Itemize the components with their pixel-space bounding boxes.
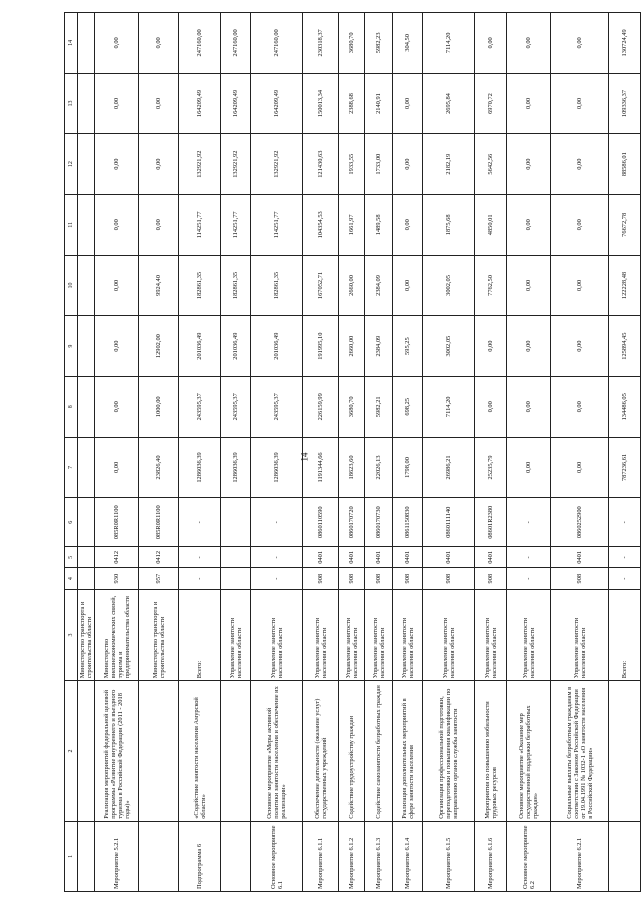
rzpr-cell: 0401 xyxy=(365,547,393,568)
year-cell xyxy=(78,13,95,74)
total-cell: 1286036,39 xyxy=(179,437,221,498)
table-row xyxy=(95,13,139,892)
year-cell: 132921,92 xyxy=(179,134,221,195)
year-cell: 0,00 xyxy=(507,316,551,377)
executor-cell: Управление занятости населения области xyxy=(423,589,475,681)
year-cell: 132921,92 xyxy=(251,134,303,195)
year-cell: 5642,56 xyxy=(475,134,507,195)
rzpr-cell: 0401 xyxy=(423,547,475,568)
code-cell: Мероприятие 6.1.3 xyxy=(365,821,393,891)
grbs-cell xyxy=(78,568,95,589)
executor-cell: Министерство транспорта и строительства области xyxy=(78,589,95,681)
grbs-cell: - xyxy=(507,568,551,589)
grbs-cell: - xyxy=(251,568,303,589)
name-cell xyxy=(78,681,95,821)
year-cell: 182861,35 xyxy=(221,255,251,316)
column-header: 6 xyxy=(65,498,78,547)
year-cell: 201036,49 xyxy=(251,316,303,377)
column-header: 2 xyxy=(65,681,78,821)
table-row xyxy=(365,13,393,892)
total-cell: 1286036,39 xyxy=(251,437,303,498)
name-cell xyxy=(139,681,179,821)
year-cell: 0,00 xyxy=(95,13,139,74)
csr-cell xyxy=(221,498,251,547)
csr-cell: 085R0R1100 xyxy=(95,498,139,547)
year-cell: 0,00 xyxy=(507,376,551,437)
year-cell: 0,00 xyxy=(551,13,609,74)
rzpr-cell: 0401 xyxy=(393,547,423,568)
executor-cell: Управление занятости населения области xyxy=(339,589,365,681)
year-cell: 0,00 xyxy=(507,255,551,316)
name-cell: Основное мероприятие «Меры активной политики занятости населения и обеспечение их реализации» xyxy=(251,681,303,821)
column-header: 9 xyxy=(65,316,78,377)
year-cell: 0,00 xyxy=(507,134,551,195)
column-header: 10 xyxy=(65,255,78,316)
name-cell: Реализация дополнительных мероприятий в сфере занятости населения xyxy=(393,681,423,821)
rzpr-cell: - xyxy=(179,547,221,568)
executor-cell: Министерство внешнеэкономических связей, туризма и предпринимательства области xyxy=(95,589,139,681)
year-cell: 6970,72 xyxy=(475,73,507,134)
grbs-cell: 957 xyxy=(139,568,179,589)
year-cell: 1489,58 xyxy=(365,195,393,256)
total-cell: 1286036,39 xyxy=(221,437,251,498)
code-cell xyxy=(139,821,179,891)
year-cell xyxy=(78,255,95,316)
year-cell xyxy=(78,195,95,256)
year-cell: 230318,37 xyxy=(303,13,339,74)
year-cell: 1875,68 xyxy=(423,195,475,256)
year-cell: 2140,91 xyxy=(365,73,393,134)
year-cell: 0,00 xyxy=(95,255,139,316)
csr-cell: 0860111140 xyxy=(423,498,475,547)
executor-cell: Министерство транспорта и строительства области xyxy=(139,589,179,681)
year-cell xyxy=(78,73,95,134)
year-cell xyxy=(78,316,95,377)
table-row xyxy=(339,13,365,892)
year-cell: 164209,49 xyxy=(221,73,251,134)
year-cell: 0,00 xyxy=(551,316,609,377)
year-cell: 114251,77 xyxy=(221,195,251,256)
rzpr-cell: 0401 xyxy=(551,547,609,568)
year-cell: 595,25 xyxy=(393,316,423,377)
header-row xyxy=(65,13,78,892)
table-row xyxy=(507,13,551,892)
total-cell: 0,00 xyxy=(551,437,609,498)
year-cell: 9924,40 xyxy=(139,255,179,316)
executor-cell: Управление занятости населения области xyxy=(507,589,551,681)
grbs-cell: 908 xyxy=(423,568,475,589)
code-cell: Мероприятие 6.2.1 xyxy=(551,821,609,891)
total-cell: 23826,40 xyxy=(139,437,179,498)
column-header: 14 xyxy=(65,13,78,74)
year-cell: 247160,00 xyxy=(251,13,303,74)
year-cell: 0,00 xyxy=(507,73,551,134)
year-cell: 3680,70 xyxy=(339,376,365,437)
executor-cell: Управление занятости населения области xyxy=(221,589,251,681)
year-cell: 2384,09 xyxy=(365,255,393,316)
code-cell: Мероприятие 6.1.2 xyxy=(339,821,365,891)
year-cell: 191995,10 xyxy=(303,316,339,377)
name-cell: Реализация мероприятий федеральной целевой программы «Развитие внутреннего и въездного туризма в Российской Федерации (2011 - 2018 годы)» xyxy=(95,681,139,821)
column-header: 4 xyxy=(65,568,78,589)
column-header: 13 xyxy=(65,73,78,134)
executor-cell: Управление занятости населения области xyxy=(551,589,609,681)
year-cell: 109336,37 xyxy=(609,73,641,134)
code-cell: Мероприятие 6.1.6 xyxy=(475,821,507,891)
year-cell: 182861,35 xyxy=(251,255,303,316)
rzpr-cell: 0412 xyxy=(139,547,179,568)
csr-cell: 0860252900 xyxy=(551,498,609,547)
table-row xyxy=(78,13,95,892)
year-cell: 0,00 xyxy=(393,255,423,316)
rzpr-cell: 0412 xyxy=(95,547,139,568)
code-cell: Основное мероприятие 6.1 xyxy=(251,821,303,891)
grbs-cell: 908 xyxy=(365,568,393,589)
total-cell: 0,00 xyxy=(95,437,139,498)
rzpr-cell: 0401 xyxy=(339,547,365,568)
table-row xyxy=(609,13,641,892)
year-cell: 0,00 xyxy=(95,376,139,437)
year-cell: 125894,45 xyxy=(609,316,641,377)
year-cell: 134486,05 xyxy=(609,376,641,437)
year-cell: 114251,77 xyxy=(251,195,303,256)
table-row xyxy=(139,13,179,892)
total-cell: 18623,60 xyxy=(339,437,365,498)
year-cell: 243595,37 xyxy=(221,376,251,437)
year-cell: 3002,05 xyxy=(423,255,475,316)
year-cell: 0,00 xyxy=(551,255,609,316)
executor-cell: Всего: xyxy=(609,589,641,681)
year-cell: 3002,05 xyxy=(423,316,475,377)
column-header: 11 xyxy=(65,195,78,256)
year-cell: 201036,49 xyxy=(221,316,251,377)
rzpr-cell xyxy=(78,547,95,568)
executor-cell: Всего: xyxy=(179,589,221,681)
year-cell: 114251,77 xyxy=(179,195,221,256)
total-cell: 22026,13 xyxy=(365,437,393,498)
rzpr-cell: - xyxy=(609,547,641,568)
code-cell: Подпрограмма 6 xyxy=(179,821,221,891)
rzpr-cell: 0401 xyxy=(303,547,339,568)
column-header: 7 xyxy=(65,437,78,498)
csr-cell: - xyxy=(507,498,551,547)
grbs-cell: - xyxy=(179,568,221,589)
year-cell: 5982,21 xyxy=(365,376,393,437)
year-cell: 0,00 xyxy=(139,73,179,134)
table-row xyxy=(221,13,251,892)
year-cell: 3680,70 xyxy=(339,13,365,74)
year-cell: 2384,09 xyxy=(365,316,393,377)
year-cell: 0,00 xyxy=(95,195,139,256)
year-cell: 0,00 xyxy=(393,134,423,195)
table-body xyxy=(78,13,641,892)
code-cell: Мероприятие 5.2.1 xyxy=(95,821,139,891)
name-cell: Основное мероприятие «Оказание мер государственной поддержки безработных граждан» xyxy=(507,681,551,821)
year-cell: 243595,37 xyxy=(179,376,221,437)
name-cell xyxy=(609,681,641,821)
year-cell: 7114,20 xyxy=(423,376,475,437)
year-cell xyxy=(78,376,95,437)
year-cell: 0,00 xyxy=(551,195,609,256)
rzpr-cell: 0401 xyxy=(475,547,507,568)
year-cell: 0,00 xyxy=(95,134,139,195)
year-cell: 130724,49 xyxy=(609,13,641,74)
year-cell: 1733,00 xyxy=(365,134,393,195)
page-number: 14 xyxy=(299,452,310,462)
year-cell: 104354,53 xyxy=(303,195,339,256)
year-cell: 0,00 xyxy=(475,316,507,377)
grbs-cell: 908 xyxy=(393,568,423,589)
name-cell: Социальные выплаты безработным гражданам в соответствии с Законом Российской Федерации от 19.04.1991 № 1032-1 «О занятости населения в Российской Федерации» xyxy=(551,681,609,821)
grbs-cell: - xyxy=(609,568,641,589)
total-cell: 26986,21 xyxy=(423,437,475,498)
table-row xyxy=(475,13,507,892)
grbs-cell: 930 xyxy=(95,568,139,589)
code-cell xyxy=(78,821,95,891)
year-cell: 0,00 xyxy=(475,376,507,437)
column-header: 12 xyxy=(65,134,78,195)
table-row xyxy=(551,13,609,892)
year-cell: 226159,99 xyxy=(303,376,339,437)
grbs-cell: 908 xyxy=(551,568,609,589)
year-cell: 132921,92 xyxy=(221,134,251,195)
year-cell: 0,00 xyxy=(507,13,551,74)
executor-cell: Управление занятости населения области xyxy=(251,589,303,681)
csr-cell: 0860110590 xyxy=(303,498,339,547)
csr-cell: - xyxy=(609,498,641,547)
rzpr-cell: - xyxy=(507,547,551,568)
executor-cell: Управление занятости населения области xyxy=(303,589,339,681)
executor-cell: Управление занятости населения области xyxy=(475,589,507,681)
year-cell: 0,00 xyxy=(95,73,139,134)
executor-cell: Управление занятости населения области xyxy=(393,589,423,681)
name-cell: Мероприятия по повышению мобильности трудовых ресурсов xyxy=(475,681,507,821)
column-header: 3 xyxy=(65,589,78,681)
year-cell: 76672,78 xyxy=(609,195,641,256)
column-header: 8 xyxy=(65,376,78,437)
year-cell: 0,00 xyxy=(139,13,179,74)
name-cell: Содействие самозанятости безработных граждан xyxy=(365,681,393,821)
rotated-page xyxy=(64,12,629,892)
table-row xyxy=(251,13,303,892)
year-cell: 304,50 xyxy=(393,13,423,74)
csr-cell: 08601R2380 xyxy=(475,498,507,547)
year-cell: 7114,20 xyxy=(423,13,475,74)
year-cell: 1661,97 xyxy=(339,195,365,256)
csr-cell xyxy=(78,498,95,547)
year-cell: 122228,48 xyxy=(609,255,641,316)
column-header: 1 xyxy=(65,821,78,891)
year-cell: 2660,00 xyxy=(339,255,365,316)
grbs-cell: 908 xyxy=(303,568,339,589)
table-row xyxy=(179,13,221,892)
year-cell: 1000,00 xyxy=(139,376,179,437)
year-cell: 0,00 xyxy=(551,376,609,437)
name-cell: Организация профессиональной подготовки, переподготовки и повышения квалификации по направлению органов службы занятости xyxy=(423,681,475,821)
year-cell: 150013,34 xyxy=(303,73,339,134)
csr-cell: - xyxy=(251,498,303,547)
year-cell: 0,00 xyxy=(95,316,139,377)
table-area xyxy=(64,12,629,892)
rzpr-cell: - xyxy=(251,547,303,568)
year-cell: 0,00 xyxy=(475,13,507,74)
name-cell xyxy=(221,681,251,821)
total-cell xyxy=(78,437,95,498)
csr-cell: 0860170720 xyxy=(339,498,365,547)
year-cell: 0,00 xyxy=(139,134,179,195)
year-cell: 2182,19 xyxy=(423,134,475,195)
budget-table xyxy=(64,12,641,892)
name-cell: «Содействие занятости населения Амурской области» xyxy=(179,681,221,821)
total-cell: 1798,00 xyxy=(393,437,423,498)
year-cell: 1933,55 xyxy=(339,134,365,195)
year-cell: 4850,01 xyxy=(475,195,507,256)
code-cell xyxy=(609,821,641,891)
rzpr-cell xyxy=(221,547,251,568)
year-cell: 0,00 xyxy=(507,195,551,256)
year-cell: 247160,00 xyxy=(179,13,221,74)
year-cell: 2695,84 xyxy=(423,73,475,134)
year-cell: 0,00 xyxy=(551,134,609,195)
code-cell: Мероприятие 6.1.5 xyxy=(423,821,475,891)
grbs-cell: 908 xyxy=(475,568,507,589)
year-cell: 88586,01 xyxy=(609,134,641,195)
year-cell: 243595,37 xyxy=(251,376,303,437)
total-cell: 25235,79 xyxy=(475,437,507,498)
table-row xyxy=(423,13,475,892)
executor-cell: Управление занятости населения области xyxy=(365,589,393,681)
year-cell: 2660,00 xyxy=(339,316,365,377)
code-cell xyxy=(221,821,251,891)
name-cell: Обеспечение деятельности (оказание услуг) государственных учреждений xyxy=(303,681,339,821)
year-cell: 164209,49 xyxy=(179,73,221,134)
column-header: 5 xyxy=(65,547,78,568)
year-cell: 0,00 xyxy=(393,195,423,256)
year-cell: 5982,23 xyxy=(365,13,393,74)
total-cell: 0,00 xyxy=(507,437,551,498)
year-cell: 121430,63 xyxy=(303,134,339,195)
code-cell: Мероприятие 6.1.1 xyxy=(303,821,339,891)
csr-cell: - xyxy=(179,498,221,547)
code-cell: Основное мероприятие 6.2 xyxy=(507,821,551,891)
total-cell: 1191344,66 xyxy=(303,437,339,498)
year-cell xyxy=(78,134,95,195)
year-cell: 0,00 xyxy=(551,73,609,134)
year-cell: 0,00 xyxy=(139,195,179,256)
table-row xyxy=(393,13,423,892)
name-cell: Содействие трудоустройству граждан xyxy=(339,681,365,821)
csr-cell: 085R0R1100 xyxy=(139,498,179,547)
total-cell: 787236,61 xyxy=(609,437,641,498)
csr-cell: 0861150830 xyxy=(393,498,423,547)
grbs-cell: 908 xyxy=(339,568,365,589)
year-cell: 0,00 xyxy=(393,73,423,134)
year-cell: 247160,00 xyxy=(221,13,251,74)
table-row xyxy=(303,13,339,892)
year-cell: 182861,35 xyxy=(179,255,221,316)
year-cell: 12902,00 xyxy=(139,316,179,377)
year-cell: 201036,49 xyxy=(179,316,221,377)
year-cell: 164209,49 xyxy=(251,73,303,134)
year-cell: 698,25 xyxy=(393,376,423,437)
code-cell: Мероприятие 6.1.4 xyxy=(393,821,423,891)
csr-cell: 0860170730 xyxy=(365,498,393,547)
grbs-cell xyxy=(221,568,251,589)
year-cell: 7762,50 xyxy=(475,255,507,316)
year-cell: 167052,71 xyxy=(303,255,339,316)
year-cell: 2388,68 xyxy=(339,73,365,134)
